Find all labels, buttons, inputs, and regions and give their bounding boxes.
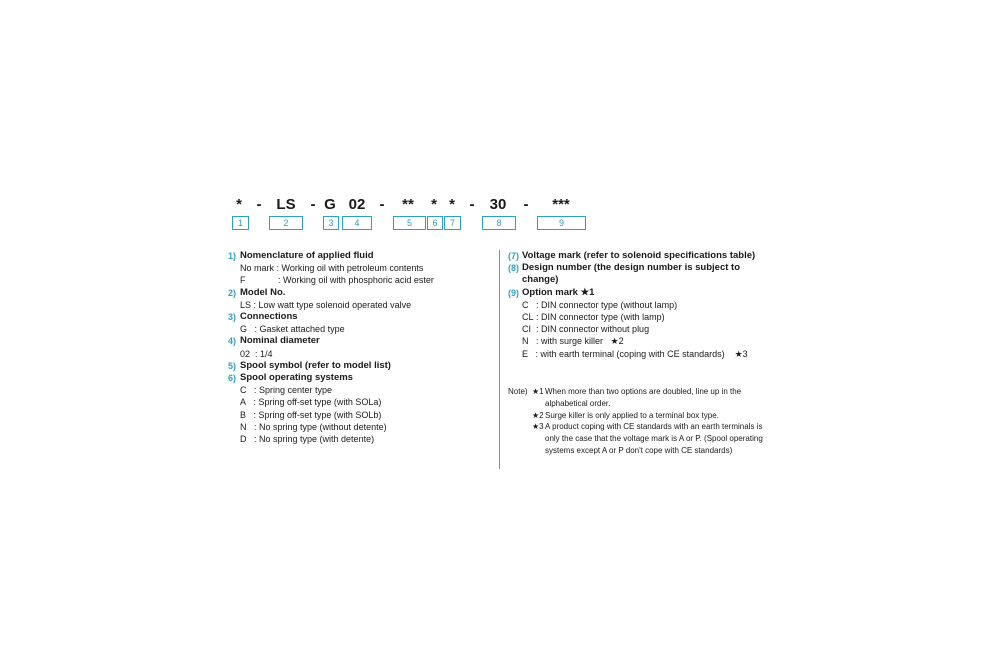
notes: [508, 386, 788, 457]
section-number: 4): [228, 336, 237, 347]
code-index-box: 8: [482, 216, 516, 230]
section-title: Voltage mark (refer to solenoid specifications table): [522, 250, 756, 261]
code-index-box: 6: [427, 216, 443, 230]
list-item: E : with earth terminal (coping with CE standards) ★3: [522, 348, 748, 359]
list-item: N : with surge killer ★2: [522, 336, 624, 347]
notes-label: Note): [508, 387, 528, 396]
list-item: G : Gasket attached type: [240, 324, 345, 335]
section-option-mark: [508, 287, 808, 360]
star-icon: ★2: [532, 410, 544, 420]
list-item: CI : DIN connector without plug: [522, 324, 650, 335]
code-part: G: [324, 196, 336, 213]
left-column: [228, 250, 493, 445]
code-separator: -: [469, 196, 475, 213]
code-separator: -: [256, 196, 262, 213]
code-part: LS: [276, 196, 296, 213]
section-nominal-diameter: [228, 335, 493, 359]
section-title: Model No.: [240, 286, 286, 298]
section-fluid: [228, 250, 493, 287]
section-connections: [228, 311, 493, 335]
star-icon: ★1: [532, 387, 544, 396]
star-icon: ★3: [532, 422, 544, 432]
column-divider: [499, 250, 500, 469]
note-item: [508, 386, 788, 410]
note-text: A product coping with CE standards with an earth terminals is only the case that the voltage mark is A or P. (Spool operating systems except A or P don't cope with CE standards): [545, 422, 763, 455]
code-part: ***: [552, 196, 570, 213]
code-part: *: [431, 196, 437, 213]
code-separator: -: [310, 196, 316, 213]
section-model-no: [228, 287, 493, 311]
code-part: **: [402, 196, 414, 213]
list-item: LS : Low watt type solenoid operated valve: [240, 299, 412, 310]
list-item: 02 : 1/4: [240, 348, 273, 359]
section-spool-symbol: [228, 360, 493, 372]
code-part: 02: [348, 196, 366, 213]
section-title: Nominal diameter: [240, 335, 320, 347]
code-index-box: 9: [537, 216, 586, 230]
code-index-box: 2: [269, 216, 303, 230]
list-item: No mark : Working oil with petroleum contents: [240, 263, 424, 274]
code-index-box: 3: [323, 216, 339, 230]
list-item: C : DIN connector type (without lamp): [522, 299, 678, 310]
code-separator: -: [523, 196, 529, 213]
section-title: Spool operating systems: [240, 372, 353, 384]
section-number: 2): [228, 287, 237, 298]
list-item: B : Spring off-set type (with SOLb): [240, 409, 382, 420]
section-number: 1): [228, 251, 237, 261]
code-separator: -: [379, 196, 385, 213]
note-item: [508, 421, 788, 456]
section-title: Design number (the design number is subject to change): [522, 262, 740, 286]
section-voltage-mark: [508, 250, 808, 262]
list-item: CL : DIN connector type (with lamp): [522, 312, 665, 323]
code-index-box: 5: [393, 216, 426, 230]
section-design-number: [508, 262, 748, 286]
section-number: (8): [508, 263, 519, 274]
section-spool-operating: [228, 372, 493, 445]
list-item: D : No spring type (with detente): [240, 434, 375, 445]
list-item: F : Working oil with phosphoric acid ester: [240, 275, 434, 286]
note-text: Surge killer is only applied to a terminal box type.: [545, 410, 719, 420]
note-text: When more than two options are doubled, line up in the alphabetical order.: [545, 387, 742, 408]
code-index-box: 7: [444, 216, 461, 230]
list-item: C : Spring center type: [240, 385, 333, 396]
code-part: 30: [489, 196, 507, 213]
code-part: *: [236, 196, 242, 213]
list-item: A : Spring off-set type (with SOLa): [240, 397, 382, 408]
section-title: Nomenclature of applied fluid: [240, 250, 374, 261]
list-item: N : No spring type (without detente): [240, 421, 387, 432]
section-title: Connections: [240, 311, 298, 323]
right-column: [508, 250, 808, 360]
code-part: *: [449, 196, 455, 213]
section-number: (7): [508, 251, 519, 261]
note-item: [508, 410, 788, 422]
section-number: 5): [228, 360, 237, 371]
code-index-box: 1: [232, 216, 249, 230]
section-title: Spool symbol (refer to model list): [240, 359, 391, 371]
code-index-box: 4: [342, 216, 372, 230]
section-number: (9): [508, 287, 519, 298]
section-number: 3): [228, 312, 237, 323]
section-title: Option mark ★1: [522, 286, 595, 298]
section-number: 6): [228, 373, 237, 384]
